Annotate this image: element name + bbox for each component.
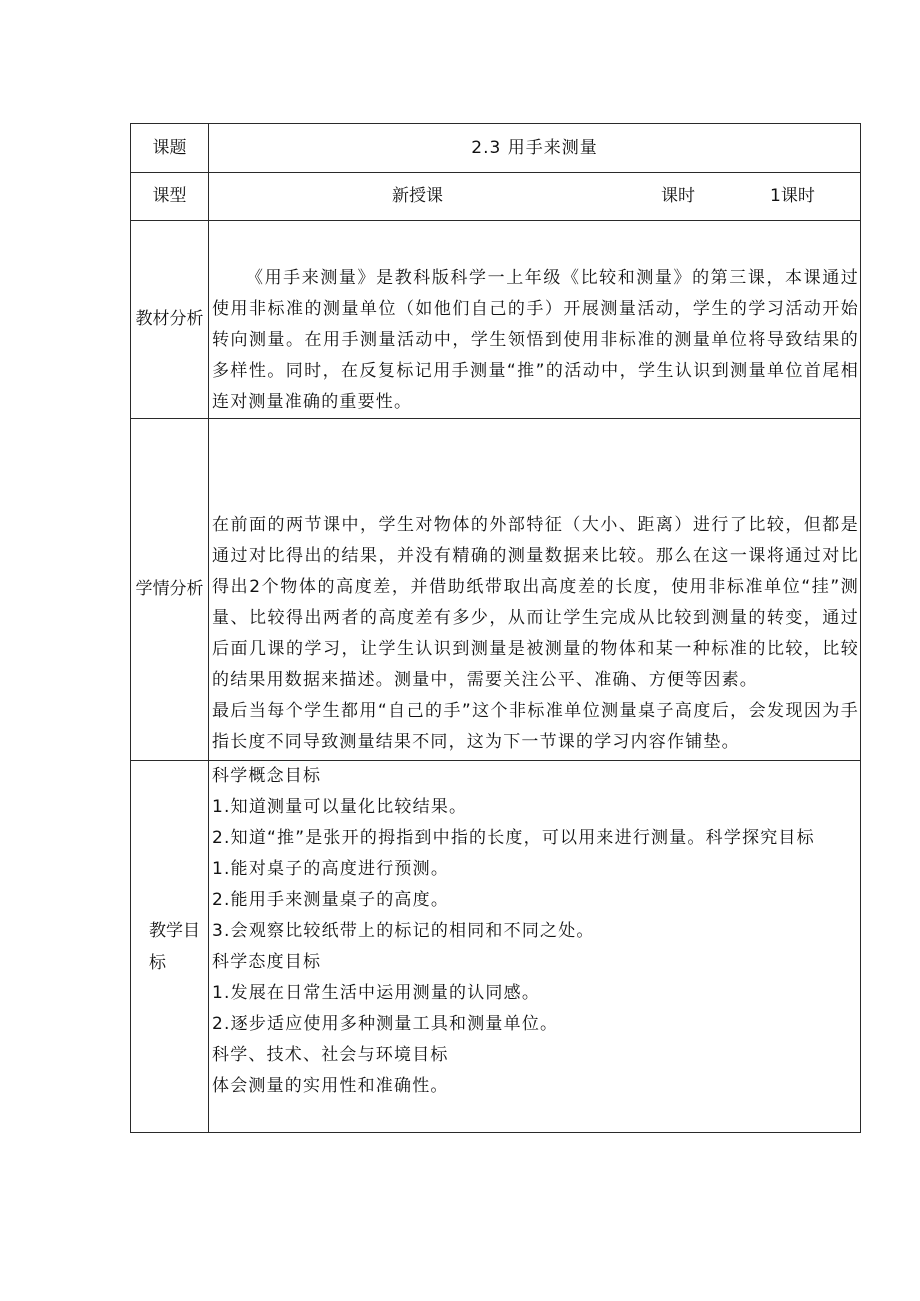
teaching-goals-label: 教学目标 xyxy=(131,761,209,1133)
goal-line: 1.发展在日常生活中运用测量的认同感。 xyxy=(212,983,541,1003)
lesson-type-value: 新授课 xyxy=(392,186,443,206)
student-analysis-label: 学情分析 xyxy=(131,419,209,761)
goal-line: 体会测量的实用性和准确性。 xyxy=(212,1076,449,1096)
student-analysis-cell xyxy=(209,419,861,761)
goal-line: 2.能用手来测量桌子的高度。 xyxy=(212,890,450,910)
goal-line: 1.能对桌子的高度进行预测。 xyxy=(212,859,450,879)
goal-line: 科学概念目标 xyxy=(212,766,322,786)
teaching-goals-cell xyxy=(209,761,861,1133)
student-analysis-row xyxy=(131,419,861,761)
student-analysis-paragraph-2: 最后当每个学生都用“自己的手”这个非标准单位测量桌子高度后，会发现因为手指长度不同导致测量结果不同，这为下一节课的学习内容作铺垫。 xyxy=(212,701,859,752)
material-analysis-label: 教材分析 xyxy=(131,221,209,419)
material-analysis-cell xyxy=(209,221,861,419)
goal-line: 2.逐步适应使用多种测量工具和测量单位。 xyxy=(212,1014,559,1034)
class-hours-label: 课时 xyxy=(661,186,695,206)
lesson-title-value: 2.3 用手来测量 xyxy=(209,124,861,173)
goal-line: 科学态度目标 xyxy=(212,952,322,972)
lesson-plan-table xyxy=(130,123,861,1133)
lesson-type-cell xyxy=(209,173,861,221)
material-analysis-row xyxy=(131,221,861,419)
lesson-title-label: 课题 xyxy=(131,124,209,173)
class-hours-value: 1课时 xyxy=(770,186,815,206)
goal-line: 1.知道测量可以量化比较结果。 xyxy=(212,797,468,817)
goal-line: 3.会观察比较纸带上的标记的相同和不同之处。 xyxy=(212,921,595,941)
lesson-type-label: 课型 xyxy=(131,173,209,221)
lesson-type-row xyxy=(131,173,861,221)
goal-line: 2.知道“推”是张开的拇指到中指的长度，可以用来进行测量。科学探究目标 xyxy=(212,828,815,848)
teaching-goals-row xyxy=(131,761,861,1133)
goal-line: 科学、技术、社会与环境目标 xyxy=(212,1045,449,1065)
lesson-title-row xyxy=(131,124,861,173)
student-analysis-paragraph-1: 在前面的两节课中，学生对物体的外部特征（大小、距离）进行了比较，但都是通过对比得出的结果，并没有精确的测量数据来比较。那么在这一课将通过对比得出2个物体的高度差，并借助纸带取出高度差的长度，使用非标准单位“挂”测量、比较得出两者的高度差有多少，从而让学生完成从比较到测量的转变，通过后面几课的学习，让学生认识到测量是被测量的物体和某一种标准的比较，比较的结果用数据来描述。测量中，需要关注公平、准确、方便等因素。 xyxy=(212,515,859,690)
material-analysis-text: 《用手来测量》是教科版科学一上年级《比较和测量》的第三课，本课通过使用非标准的测量单位（如他们自己的手）开展测量活动，学生的学习活动开始转向测量。在用手测量活动中，学生领悟到使用非标准的测量单位将导致结果的多样性。同时，在反复标记用手测量“推”的活动中，学生认识到测量单位首尾相连对测量准确的重要性。 xyxy=(212,268,859,412)
